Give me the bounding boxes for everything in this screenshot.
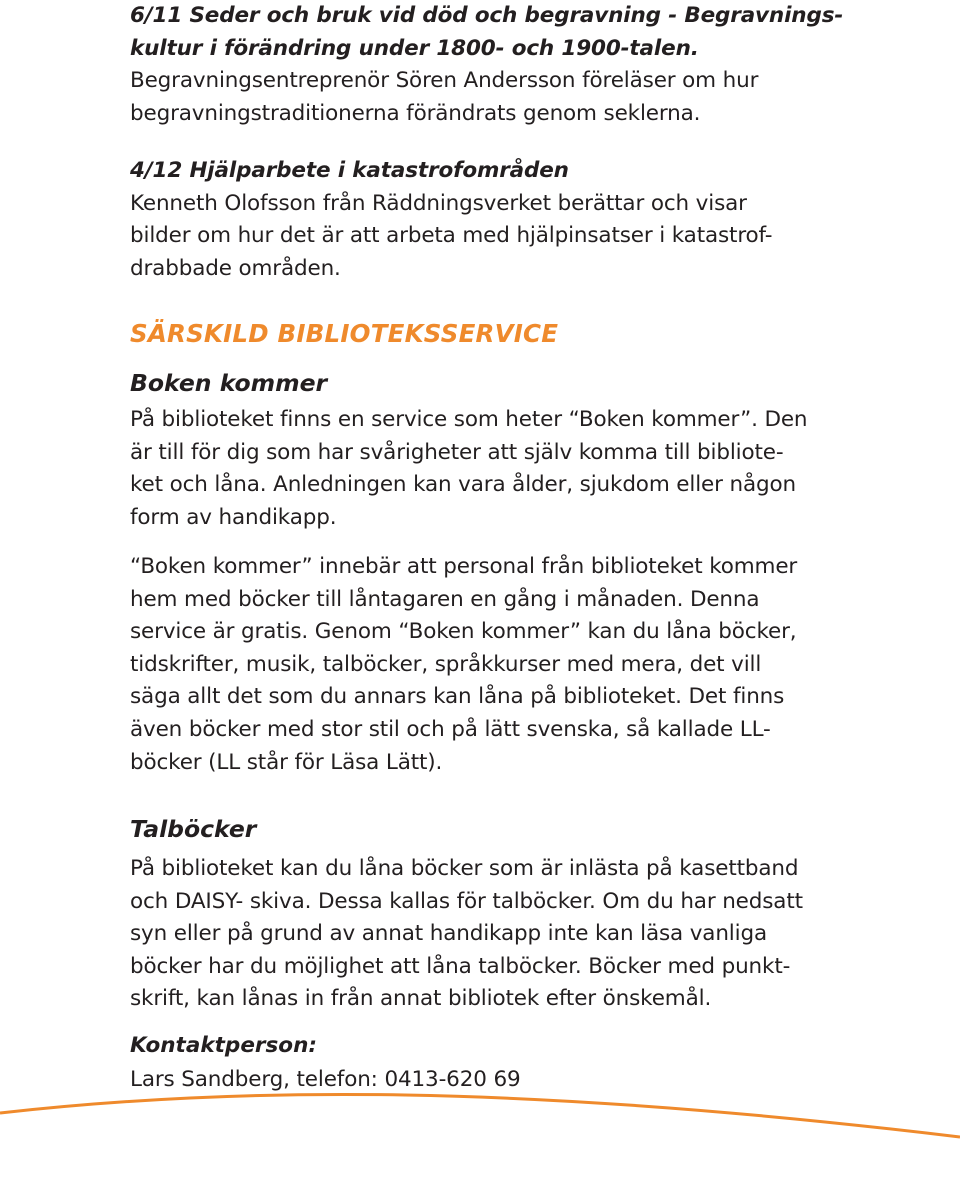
boken-kommer-heading: Boken kommer (130, 369, 328, 397)
section-heading: SÄRSKILD BIBLIOTEKSSERVICE (130, 319, 559, 348)
paragraph-line: säga allt det som du annars kan låna på biblioteket. Det finns (130, 684, 785, 710)
event-description-line: bilder om hur det är att arbeta med hjälpinsatser i katastrof- (130, 223, 773, 249)
paragraph-line: och DAISY- skiva. Dessa kallas för talböcker. Om du har nedsatt (130, 888, 803, 914)
paragraph-line: böcker (LL står för Läsa Lätt). (130, 749, 443, 775)
event-description-line: Kenneth Olofsson från Räddningsverket berättar och visar (130, 190, 747, 216)
paragraph-line: På biblioteket finns en service som heter “Boken kommer”. Den (130, 407, 808, 432)
event-description-line: begravningstraditionerna förändrats genom seklerna. (130, 100, 701, 126)
decorative-curve (0, 1081, 960, 1191)
event-description-line: drabbade områden. (130, 255, 341, 281)
talbocker-heading: Talböcker (130, 815, 257, 843)
event-item (130, 0, 844, 130)
paragraph-line: tidskrifter, musik, talböcker, språkkurser med mera, det vill (130, 651, 762, 677)
contact-label: Kontaktperson: (130, 1033, 317, 1058)
event-item (130, 155, 830, 285)
paragraph-line: skrift, kan lånas in från annat bibliotek efter önskemål. (130, 986, 712, 1012)
talbocker-paragraph (130, 853, 830, 1016)
paragraph-line: På biblioteket kan du låna böcker som är inlästa på kasettband (130, 856, 799, 881)
paragraph-line: syn eller på grund av annat handikapp inte kan läsa vanliga (130, 921, 767, 947)
event-description-line: Begravningsentreprenör Sören Andersson föreläser om hur (130, 68, 759, 94)
event-title-line: 4/12 Hjälparbete i katastrofområden (130, 158, 569, 183)
paragraph-line: hem med böcker till låntagaren en gång i månaden. Denna (130, 586, 760, 612)
boken-kommer-paragraph (130, 404, 830, 534)
paragraph-line: form av handikapp. (130, 504, 337, 530)
event-title-line: kultur i förändring under 1800- och 1900-talen. (130, 35, 699, 61)
event-title-line: 6/11 Seder och bruk vid död och begravning - Begravnings- (130, 3, 844, 28)
paragraph-line: ket och låna. Anledningen kan vara ålder, sjukdom eller någon (130, 472, 796, 498)
paragraph-line: service är gratis. Genom “Boken kommer” kan du låna böcker, (130, 619, 797, 645)
paragraph-line: är till för dig som har svårigheter att själv komma till bibliote- (130, 439, 784, 465)
paragraph-line: även böcker med stor stil och på lätt svenska, så kallade LL- (130, 716, 771, 742)
paragraph-line: böcker har du möjlighet att låna talböcker. Böcker med punkt- (130, 953, 791, 979)
contact-line: Lars Sandberg, telefon: 0413-620 69 (130, 1067, 521, 1092)
boken-kommer-paragraph (130, 551, 830, 779)
paragraph-line: “Boken kommer” innebär att personal från biblioteket kommer (130, 554, 798, 579)
